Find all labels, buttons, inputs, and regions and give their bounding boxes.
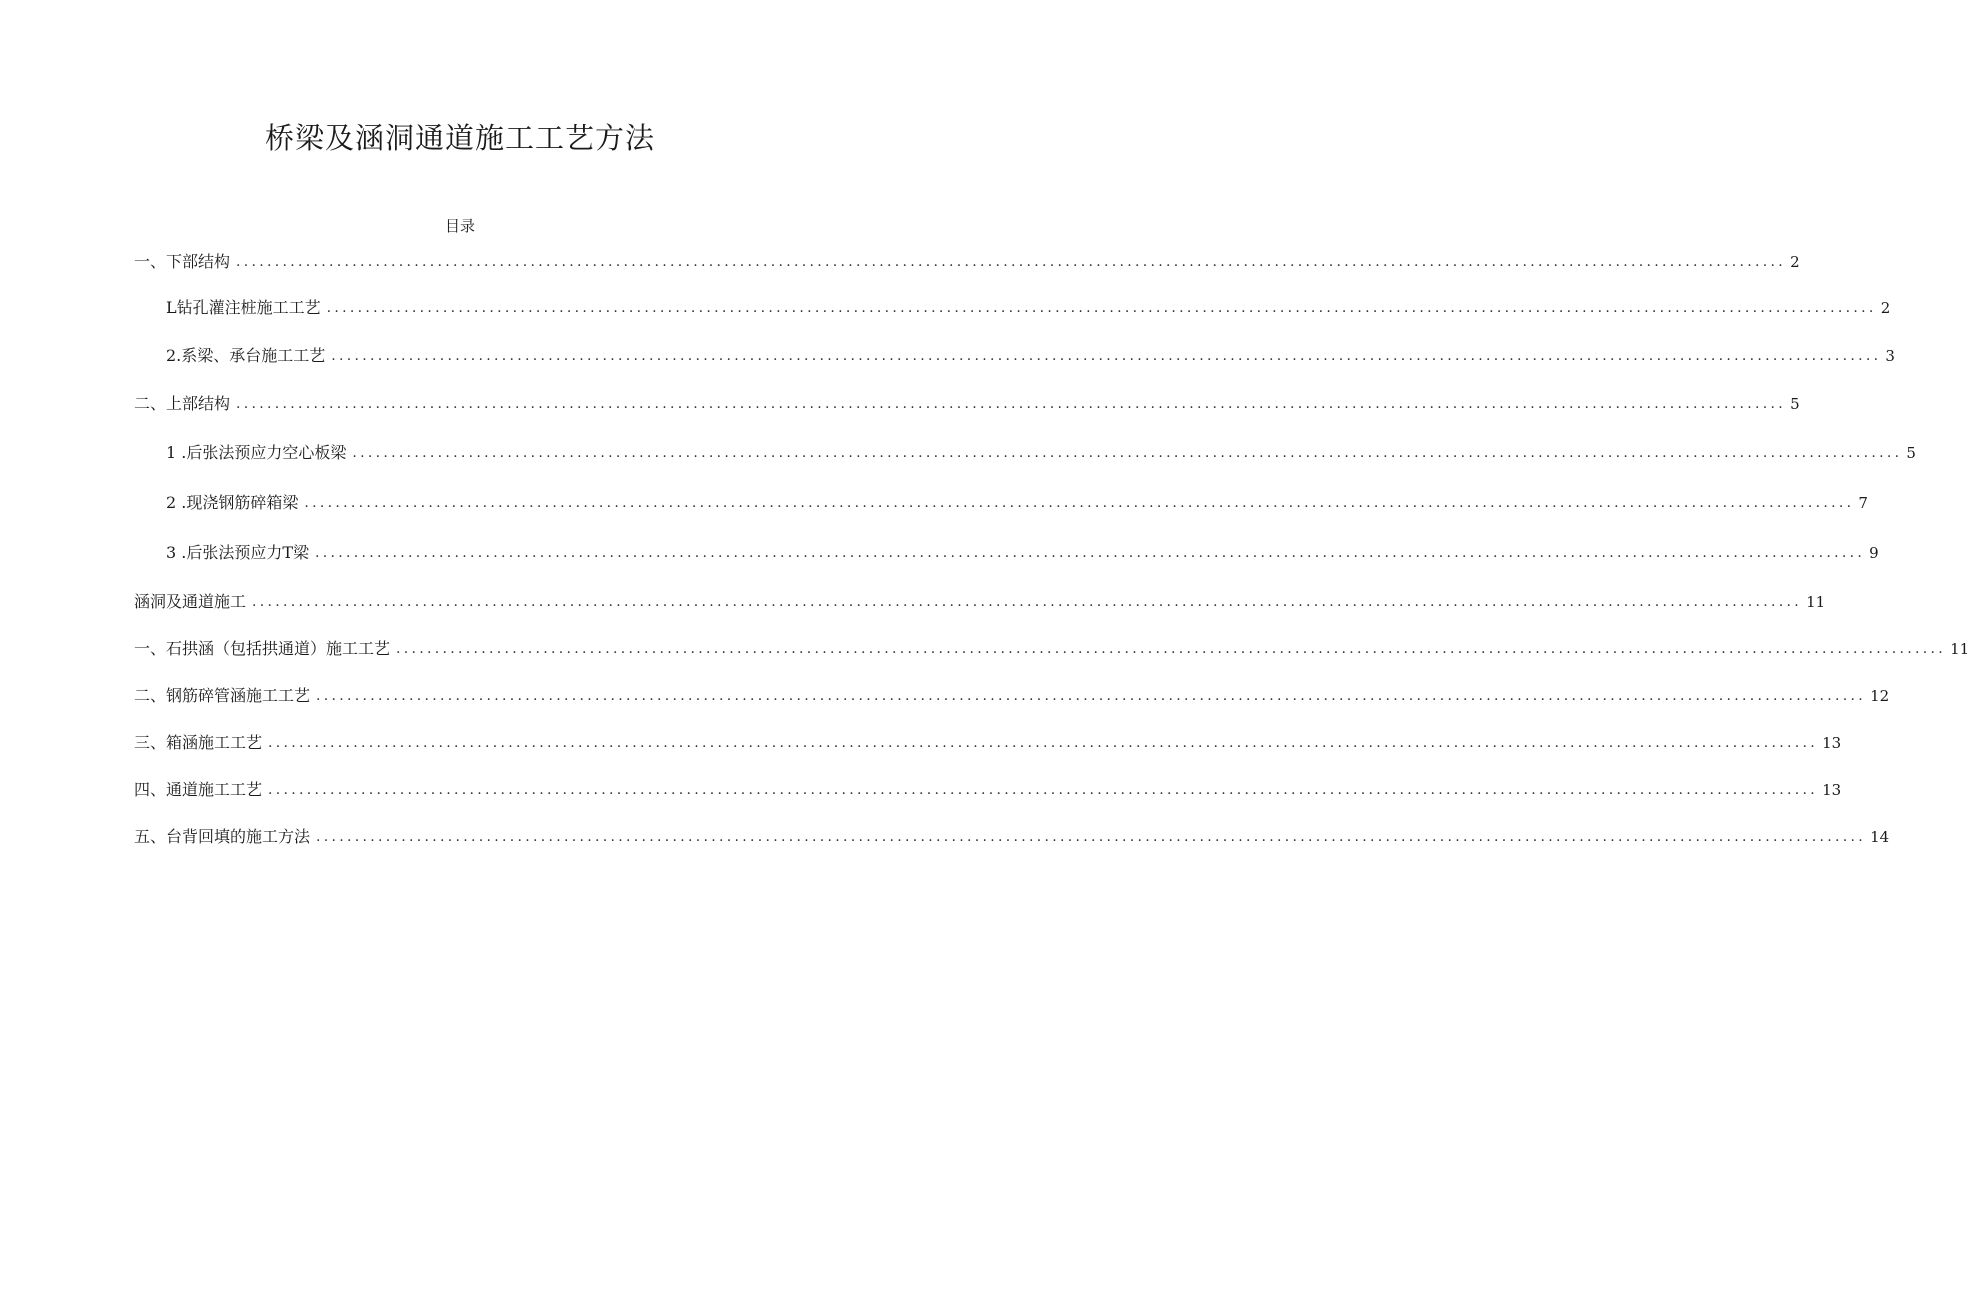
toc-entry-label: 二、钢筋碎管涵施工工艺 bbox=[134, 686, 311, 705]
toc-entry-label: 2 .现浇钢筋碎箱梁 bbox=[166, 493, 299, 512]
toc-entry[interactable] bbox=[166, 541, 1879, 565]
toc-entry[interactable] bbox=[166, 344, 1895, 368]
toc-dot-leader: ........................................................................................................................................................................................................ bbox=[236, 254, 1787, 270]
toc-entry-label: 四、通道施工工艺 bbox=[134, 780, 263, 799]
toc-dot-leader: ........................................................................................................................................................................................................ bbox=[326, 300, 1877, 316]
toc-entry-label: L钻孔灌注桩施工工艺 bbox=[166, 298, 321, 317]
toc-entry-page: 7 bbox=[1858, 494, 1868, 512]
toc-dot-leader: ........................................................................................................................................................................................................ bbox=[331, 348, 1882, 364]
toc-entry-page: 14 bbox=[1870, 828, 1890, 846]
toc-dot-leader: ........................................................................................................................................................................................................ bbox=[268, 735, 1819, 751]
toc-dot-leader: ........................................................................................................................................................................................................ bbox=[236, 396, 1787, 412]
toc-entry-page: 11 bbox=[1950, 640, 1969, 658]
toc-entry[interactable] bbox=[134, 250, 1800, 274]
toc-entry[interactable] bbox=[134, 637, 1969, 661]
toc-entry[interactable] bbox=[134, 590, 1826, 614]
document-title: 桥梁及涵洞通道施工工艺方法 bbox=[264, 121, 655, 155]
toc-entry[interactable] bbox=[166, 441, 1916, 465]
toc-entry[interactable] bbox=[134, 778, 1842, 802]
toc-entry[interactable] bbox=[166, 491, 1868, 515]
toc-entry-label: 一、下部结构 bbox=[134, 252, 231, 271]
toc-entry-page: 9 bbox=[1869, 544, 1879, 562]
toc-entry-page: 13 bbox=[1822, 734, 1842, 752]
toc-entry-page: 5 bbox=[1906, 444, 1916, 462]
toc-entry-label: 一、石拱涵（包括拱通道）施工工艺 bbox=[134, 639, 391, 658]
toc-entry[interactable] bbox=[166, 296, 1891, 320]
toc-entry-label: 五、台背回填的施工方法 bbox=[134, 827, 311, 846]
toc-dot-leader: ........................................................................................................................................................................................................ bbox=[316, 688, 1867, 704]
toc-dot-leader: ........................................................................................................................................................................................................ bbox=[268, 782, 1819, 798]
toc-dot-leader: ........................................................................................................................................................................................................ bbox=[304, 495, 1855, 511]
toc-entry-page: 2 bbox=[1790, 253, 1800, 271]
toc-dot-leader: ........................................................................................................................................................................................................ bbox=[252, 594, 1803, 610]
toc-entry-label: 二、上部结构 bbox=[134, 394, 231, 413]
toc-entry-page: 5 bbox=[1790, 395, 1800, 413]
toc-entry-label: 三、箱涵施工工艺 bbox=[134, 733, 263, 752]
toc-entry-label: 1 .后张法预应力空心板梁 bbox=[166, 443, 347, 462]
toc-heading: 目录 bbox=[444, 217, 475, 235]
toc-entry[interactable] bbox=[134, 392, 1800, 416]
toc-dot-leader: ........................................................................................................................................................................................................ bbox=[315, 545, 1866, 561]
toc-entry-label: 2.系梁、承台施工工艺 bbox=[166, 346, 326, 365]
toc-dot-leader: ........................................................................................................................................................................................................ bbox=[316, 829, 1867, 845]
toc-entry-page: 12 bbox=[1870, 687, 1890, 705]
toc-dot-leader: ........................................................................................................................................................................................................ bbox=[352, 445, 1903, 461]
toc-entry[interactable] bbox=[134, 684, 1890, 708]
toc-entry-page: 2 bbox=[1880, 299, 1891, 317]
toc-entry-page: 13 bbox=[1822, 781, 1842, 799]
toc-entry-label: 涵洞及通道施工 bbox=[134, 592, 247, 611]
toc-entry[interactable] bbox=[134, 825, 1890, 849]
toc-entry-page: 3 bbox=[1885, 347, 1895, 365]
toc-dot-leader: ........................................................................................................................................................................................................ bbox=[396, 641, 1947, 657]
toc-entry[interactable] bbox=[134, 731, 1842, 755]
toc-entry-page: 11 bbox=[1806, 593, 1826, 611]
toc-entry-label: 3 .后张法预应力T梁 bbox=[166, 543, 310, 562]
